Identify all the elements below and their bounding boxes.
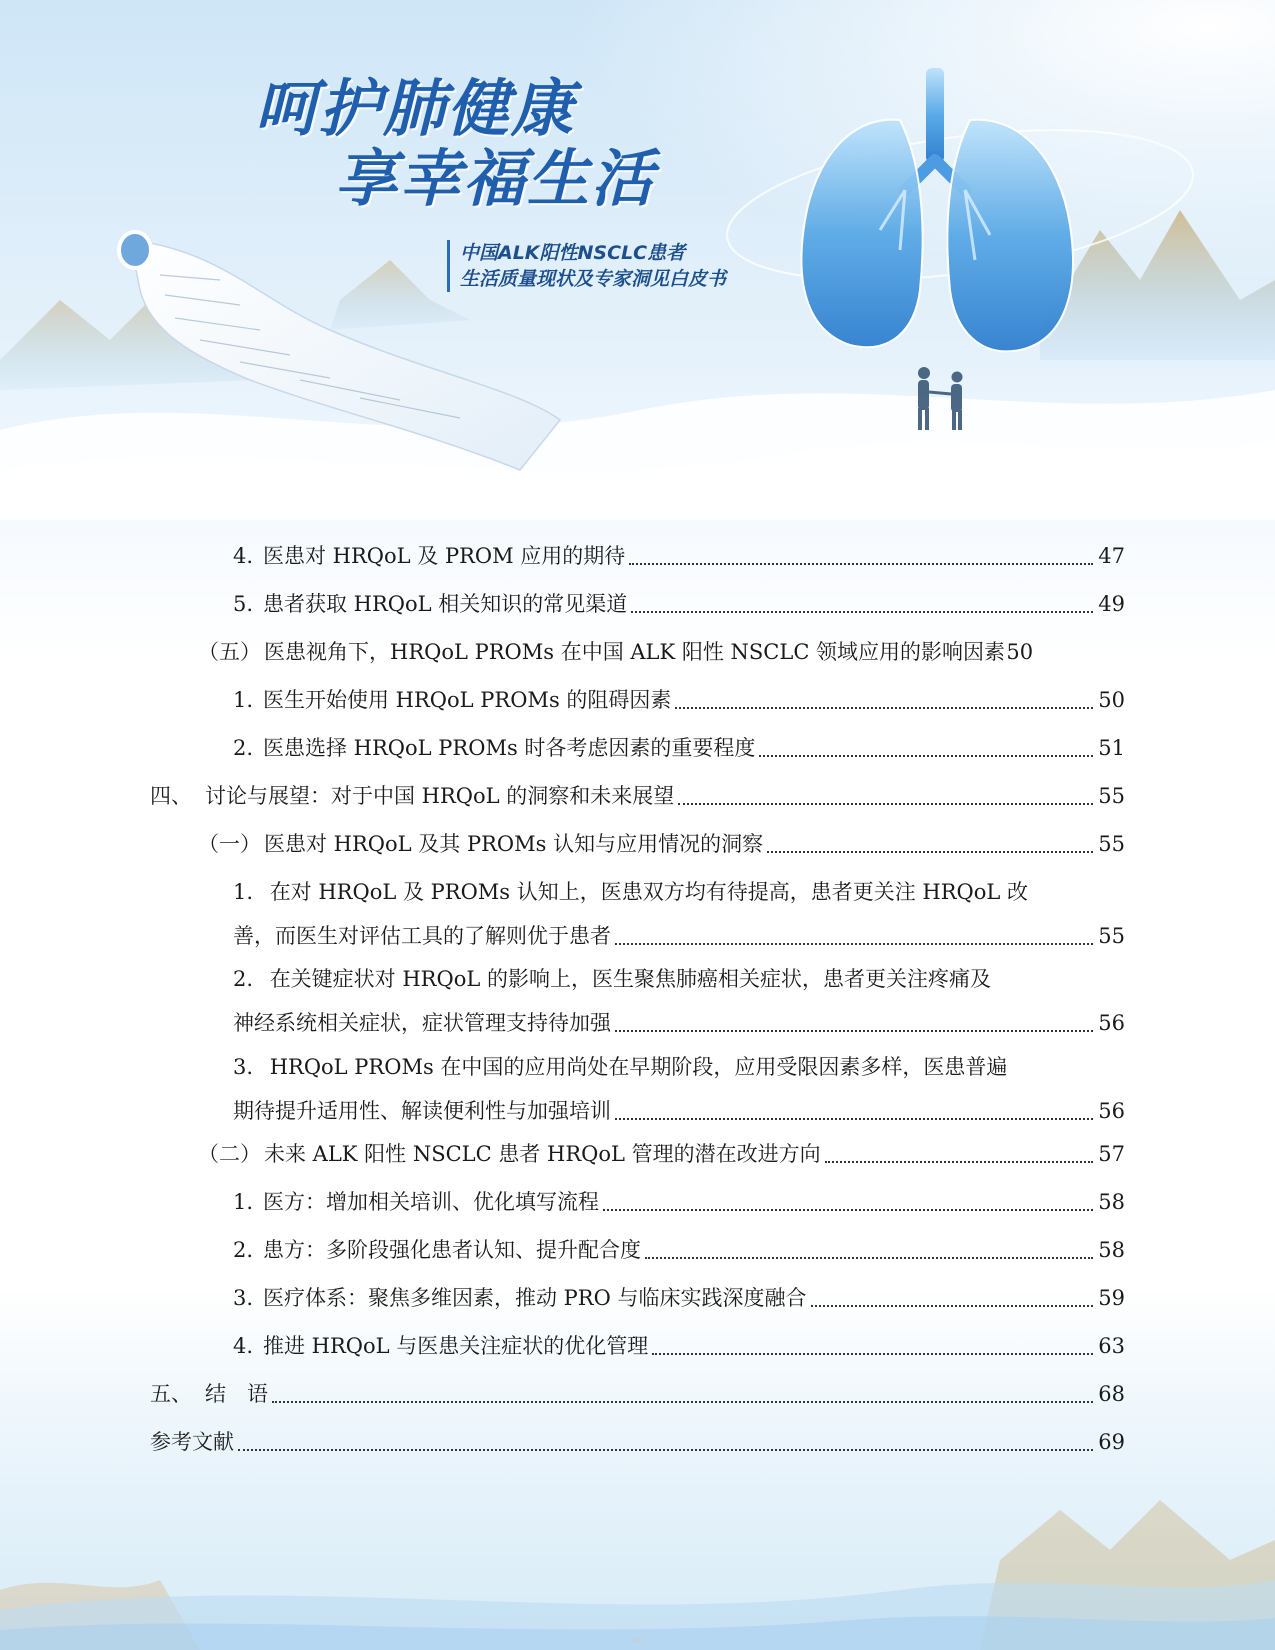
toc-entry-page: 50 <box>1006 640 1034 664</box>
toc-entry-text: 在关键症状对 HRQoL 的影响上，医生聚焦肺癌相关症状，患者更关注疼痛及 <box>269 967 991 991</box>
dot-leader <box>631 611 1093 613</box>
toc-entry-number: （二） <box>198 1142 261 1166</box>
toc-entry-text: 患者获取 HRQoL 相关知识的常见渠道 <box>263 592 628 616</box>
toc-entry-text: HRQoL PROMs 在中国的应用尚处在早期阶段，应用受限因素多样，医患普遍 <box>269 1055 1008 1079</box>
toc-entry-number: 3. <box>233 1286 254 1310</box>
dot-leader <box>615 1118 1093 1120</box>
toc-entry[interactable] <box>233 732 1125 762</box>
subtitle-line2: 生活质量现状及专家洞见白皮书 <box>460 268 727 290</box>
report-subtitle <box>447 240 726 292</box>
toc-entry[interactable] <box>233 588 1125 618</box>
dot-leader <box>811 1305 1093 1307</box>
toc-entry-number: （五） <box>198 640 261 664</box>
dot-leader <box>652 1353 1093 1355</box>
toc-entry-number: 1. <box>233 880 254 904</box>
toc-entry[interactable] <box>233 1051 1125 1125</box>
dot-leader <box>759 755 1093 757</box>
toc-entry-page: 50 <box>1098 688 1125 712</box>
toc-entry-page: 47 <box>1098 544 1125 568</box>
toc-entry[interactable] <box>198 636 1125 666</box>
toc-entry[interactable] <box>233 684 1125 714</box>
toc-entry-number: 2. <box>233 736 254 760</box>
toc-entry-text: 结 语 <box>205 1382 268 1406</box>
dot-leader <box>645 1257 1093 1259</box>
toc-entry[interactable] <box>150 780 1125 810</box>
toc-entry-number: （一） <box>198 832 261 856</box>
toc-entry-page: 58 <box>1098 1190 1125 1214</box>
toc-entry[interactable] <box>198 828 1125 858</box>
toc-entry-text: 医疗体系：聚焦多维因素，推动 PRO 与临床实践深度融合 <box>263 1286 807 1310</box>
dot-leader <box>675 707 1093 709</box>
subtitle-line1: 中国ALK阳性NSCLC患者 <box>460 242 686 264</box>
toc-entry-number: 5. <box>233 592 254 616</box>
footer-landscape <box>0 1440 1275 1650</box>
toc-entry-number: 2. <box>233 967 254 991</box>
cover-banner <box>0 0 1275 520</box>
page-indicator <box>632 1638 642 1642</box>
toc-entry[interactable] <box>150 1378 1125 1408</box>
toc-entry-page: 55 <box>1098 784 1125 808</box>
dot-leader <box>629 563 1093 565</box>
calligraphy-line2: 享幸福生活 <box>335 142 656 215</box>
dot-leader <box>678 803 1093 805</box>
toc-entry-text: 患方：多阶段强化患者认知、提升配合度 <box>263 1238 641 1262</box>
toc-entry-page: 55 <box>1098 924 1125 948</box>
toc-entry[interactable] <box>233 1330 1125 1360</box>
dot-leader <box>825 1161 1093 1163</box>
toc-entry-text: 参考文献 <box>150 1430 234 1454</box>
toc-entry-number: 2. <box>233 1238 254 1262</box>
toc-entry-text: 在对 HRQoL 及 PROMs 认知上，医患双方均有待提高，患者更关注 HRQoL 改 <box>269 880 1029 904</box>
toc-entry-text-continued: 善，而医生对评估工具的了解则优于患者 <box>233 924 611 948</box>
toc-entry-page: 58 <box>1098 1238 1125 1262</box>
toc-entry-page: 69 <box>1098 1430 1125 1454</box>
toc-entry-text: 医患对 HRQoL 及其 PROMs 认知与应用情况的洞察 <box>264 832 764 856</box>
dot-leader <box>767 851 1093 853</box>
toc-entry-page: 68 <box>1098 1382 1125 1406</box>
toc-entry-number: 1. <box>233 1190 254 1214</box>
toc-entry[interactable] <box>233 1282 1125 1312</box>
dot-leader <box>615 1030 1093 1032</box>
toc-entry-text: 医生开始使用 HRQoL PROMs 的阻碍因素 <box>263 688 672 712</box>
dot-leader <box>272 1401 1093 1403</box>
toc-entry-number: 3. <box>233 1055 254 1079</box>
toc-entry-number: 五、 <box>150 1382 192 1406</box>
toc-entry-text: 医方：增加相关培训、优化填写流程 <box>263 1190 599 1214</box>
header-calligraphy <box>255 72 656 215</box>
toc-entry-text-continued: 期待提升适用性、解读便利性与加强培训 <box>233 1099 611 1123</box>
toc-entry-number: 4. <box>233 1334 254 1358</box>
toc-entry-text: 推进 HRQoL 与医患关注症状的优化管理 <box>263 1334 649 1358</box>
toc-entry-page: 57 <box>1098 1142 1125 1166</box>
toc-entry-text: 未来 ALK 阳性 NSCLC 患者 HRQoL 管理的潜在改进方向 <box>264 1142 821 1166</box>
toc-entry[interactable] <box>233 1234 1125 1264</box>
toc-entry-text: 医患视角下，HRQoL PROMs 在中国 ALK 阳性 NSCLC 领域应用的影响因素 <box>264 640 1006 664</box>
toc-entry-page: 49 <box>1098 592 1125 616</box>
toc-entry[interactable] <box>233 540 1125 570</box>
toc-entry-number: 1. <box>233 688 254 712</box>
toc-entry-page: 51 <box>1098 736 1125 760</box>
toc-entry-page: 59 <box>1098 1286 1125 1310</box>
toc-entry[interactable] <box>233 1186 1125 1216</box>
toc-entry[interactable] <box>233 963 1125 1037</box>
toc-entry-text: 医患选择 HRQoL PROMs 时各考虑因素的重要程度 <box>263 736 756 760</box>
toc-entry-text: 讨论与展望：对于中国 HRQoL 的洞察和未来展望 <box>205 784 675 808</box>
toc-entry[interactable] <box>233 876 1125 950</box>
toc-entry-text-continued: 神经系统相关症状，症状管理支持待加强 <box>233 1011 611 1035</box>
toc-entry-page: 63 <box>1098 1334 1125 1358</box>
dot-leader <box>603 1209 1093 1211</box>
calligraphy-line1: 呵护肺健康 <box>255 72 576 145</box>
toc-entry-number: 4. <box>233 544 254 568</box>
toc-entry-page: 56 <box>1098 1099 1125 1123</box>
toc-entry-page: 55 <box>1098 832 1125 856</box>
toc-entry-page: 56 <box>1098 1011 1125 1035</box>
toc-entry-number: 四、 <box>150 784 192 808</box>
dot-leader <box>615 943 1093 945</box>
toc-entry[interactable] <box>198 1138 1125 1168</box>
toc-entry-text: 医患对 HRQoL 及 PROM 应用的期待 <box>263 544 626 568</box>
